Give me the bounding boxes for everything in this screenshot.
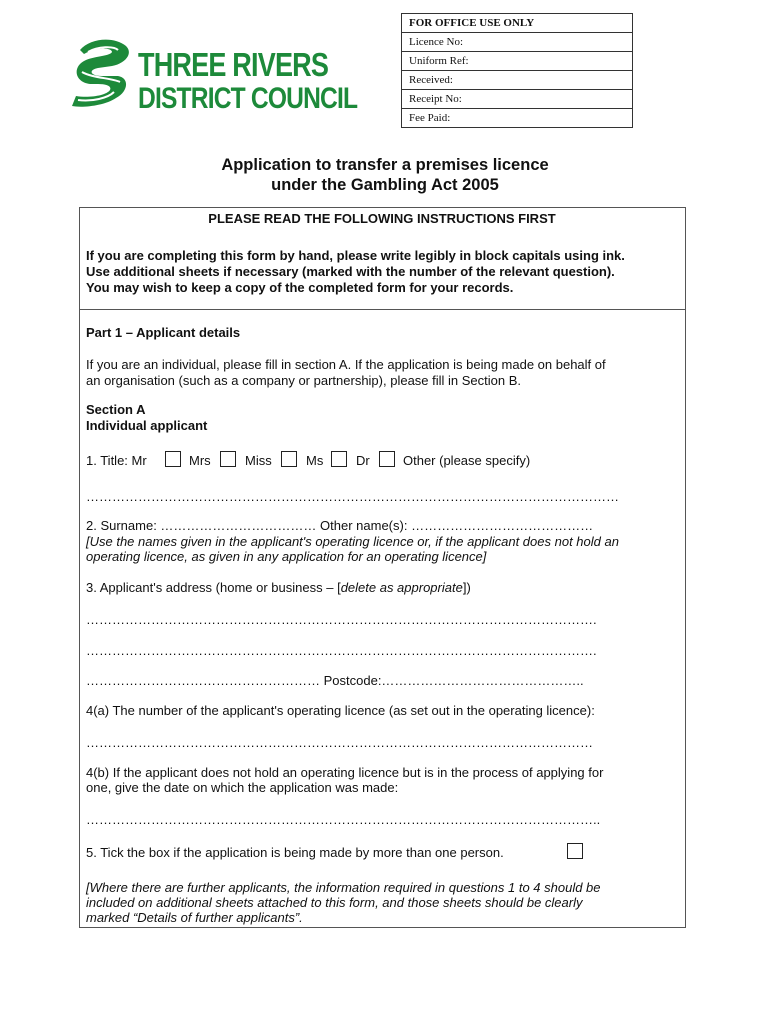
title-dr-checkbox[interactable] [379, 451, 395, 467]
q2-note-line2: operating licence, as given in any application for an operating licence] [86, 549, 487, 564]
multiple-applicants-checkbox[interactable] [567, 843, 583, 859]
q4a-operating-licence-field[interactable]: ……………………………………………………………………………………………………… [86, 735, 593, 750]
title-ms-label: Ms [306, 453, 324, 468]
office-fee-paid-field[interactable]: Fee Paid: [402, 108, 632, 127]
office-licence-no-field[interactable]: Licence No: [402, 32, 632, 51]
further-applicants-note-line2: included on additional sheets attached to this form, and those sheets should be clearly [86, 895, 583, 910]
part1-heading: Part 1 – Applicant details [86, 325, 241, 340]
office-received-field[interactable]: Received: [402, 70, 632, 89]
q3-address-italic: delete as appropriate [340, 580, 463, 595]
address-postcode-field[interactable]: ……………………………………………… Postcode:……………………………………….. [86, 673, 584, 688]
title-mr-checkbox[interactable] [165, 451, 181, 467]
q3-address-label [86, 580, 471, 596]
title-miss-label: Miss [245, 453, 272, 468]
form-title-line2: under the Gambling Act 2005 [271, 176, 499, 194]
q3-address-close: ]) [462, 580, 471, 595]
title-other-label: Other (please specify) [403, 453, 531, 468]
address-line2-field[interactable]: ………………………………………………………………………………………………………. [86, 643, 597, 658]
further-applicants-note-line1: [Where there are further applicants, the information required in questions 1 to 4 should be [86, 880, 601, 895]
council-logo [68, 22, 358, 115]
office-uniform-ref-field[interactable]: Uniform Ref: [402, 51, 632, 70]
instructions-line1: If you are completing this form by hand, please write legibly in block capitals using ink. [86, 248, 625, 263]
section-a-heading: Section A [86, 402, 146, 417]
q3-address-text: 3. Applicant's address (home or business – [ [86, 580, 341, 595]
instructions-heading: PLEASE READ THE FOLLOWING INSTRUCTIONS FIRST [208, 211, 556, 226]
section-a-subheading: Individual applicant [86, 418, 208, 433]
instructions-divider [79, 309, 686, 310]
q2-note-line1: [Use the names given in the applicant's operating licence or, if the applicant does not hold an [86, 534, 619, 549]
title-dr-label: Dr [356, 453, 370, 468]
q1-title-label: 1. Title: Mr [86, 453, 147, 468]
title-mrs-label: Mrs [189, 453, 211, 468]
part1-intro-line1: If you are an individual, please fill in section A. If the application is being made on behalf of [86, 357, 606, 372]
instructions-line2: Use additional sheets if necessary (marked with the number of the relevant question). [86, 264, 615, 279]
office-receipt-no-field[interactable]: Receipt No: [402, 89, 632, 108]
q4b-date-field[interactable]: ……………………………………………………………………………………………………….. [86, 812, 601, 827]
q4a-label: 4(a) The number of the applicant's operating licence (as set out in the operating licence): [86, 703, 595, 718]
instructions-line3: You may wish to keep a copy of the completed form for your records. [86, 280, 514, 295]
q4b-label-line1: 4(b) If the applicant does not hold an operating licence but is in the process of applying for [86, 765, 604, 780]
q2-surname-othernames-field[interactable]: 2. Surname: ……………………………… Other name(s): …………………………………… [86, 518, 594, 533]
q4b-label-line2: one, give the date on which the application was made: [86, 780, 399, 795]
title-ms-checkbox[interactable] [331, 451, 347, 467]
title-mrs-checkbox[interactable] [220, 451, 236, 467]
title-miss-checkbox[interactable] [281, 451, 297, 467]
address-line1-field[interactable]: ………………………………………………………………………………………………………. [86, 612, 597, 627]
title-other-field[interactable]: …………………………………………………………………………………………………………… [86, 489, 619, 504]
office-use-heading: FOR OFFICE USE ONLY [409, 17, 535, 29]
further-applicants-note-line3: marked “Details of further applicants”. [86, 910, 303, 925]
form-title-line1: Application to transfer a premises licence [221, 156, 549, 174]
part1-intro-line2: an organisation (such as a company or partnership), please fill in Section B. [86, 373, 522, 388]
form-title [0, 155, 770, 195]
three-rivers-s-emblem-icon [68, 22, 136, 114]
q5-label: 5. Tick the box if the application is being made by more than one person. [86, 845, 504, 860]
logo-text-line1: THREE RIVERS [138, 46, 329, 83]
office-use-box [401, 13, 633, 128]
logo-text-line2: DISTRICT COUNCIL [138, 82, 358, 115]
